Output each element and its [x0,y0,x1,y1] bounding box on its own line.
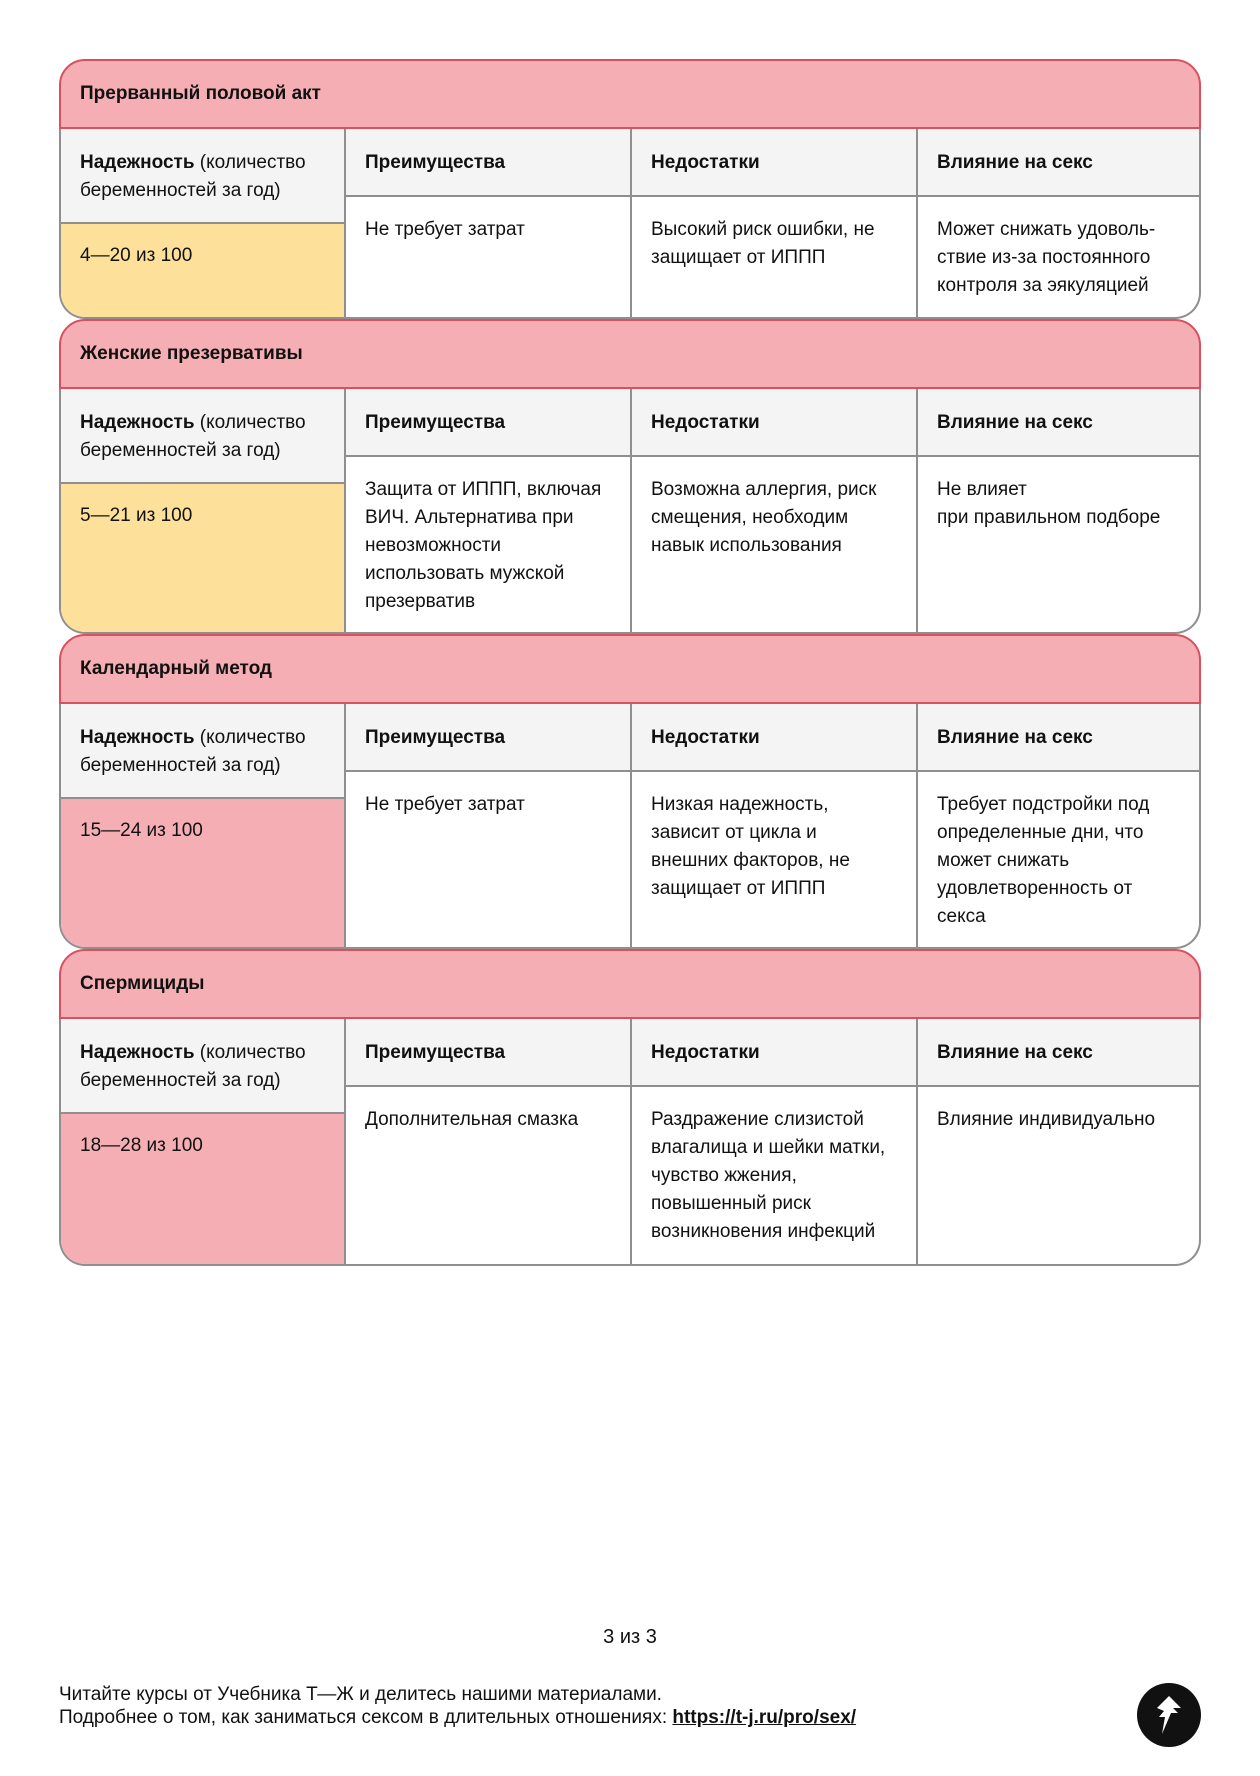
method-title: Спермициды [59,949,1201,1019]
reliability-value: 5—21 из 100 [61,484,344,634]
reliability-header-note: (количество беременностей за год) [80,412,306,461]
disadvantages-column [632,129,918,318]
footer-line-2-text: Подробнее о том, как заниматься сексом в длительных отношениях: [59,1707,673,1728]
page-number: 3 из 3 [603,1626,657,1648]
footer-link[interactable]: https://t-j.ru/pro/sex/ [672,1707,857,1728]
effect-value: Требует подстройки под определенные дни, что может снижать удовлетворенность от секса [937,794,1150,927]
advantages-column [346,129,632,318]
method-table [59,1019,1201,1266]
disadvantages-value: Высокий риск ошибки, не защищает от ИППП [651,219,875,268]
reliability-value: 18—28 из 100 [61,1114,344,1264]
method-title: Календарный метод [59,634,1201,704]
effect-value: Влияние индивидуально [937,1109,1156,1130]
reliability-header-note: (количество беременностей за год) [80,727,306,776]
effect-value: Может снижать удоволь-ствие из-за постоянного контроля за эякуляцией [937,219,1156,296]
reliability-header-note: (количество беременностей за год) [80,152,306,201]
advantages-header: Преимущества [346,389,630,457]
reliability-column [61,1019,346,1264]
footer-line-1: Читайте курсы от Учебника Т—Ж и делитесь нашими материалами. [59,1684,662,1705]
reliability-column [61,389,346,634]
reliability-header-bold: Надежность [80,1042,195,1063]
disadvantages-header: Недостатки [632,129,916,197]
disadvantages-column [632,1019,918,1264]
disadvantages-value: Низкая надежность, зависит от цикла и внешних факторов, не защищает от ИППП [651,794,850,899]
effect-column [918,704,1199,949]
method-table [59,704,1201,949]
reliability-value: 4—20 из 100 [61,224,344,318]
advantages-column [346,389,632,634]
footer-text [59,1683,856,1729]
reliability-header [61,1019,344,1114]
advantages-header: Преимущества [346,129,630,197]
disadvantages-value: Возможна аллергия, риск смещения, необходим навык использования [651,479,877,556]
disadvantages-value: Раздражение слизистой влагалища и шейки матки, чувство жжения, повышенный риск возникновения инфекций [651,1109,886,1242]
method-table [59,389,1201,634]
method-card [59,634,1201,949]
disadvantages-column [632,389,918,634]
method-card [59,949,1201,1266]
logo [1137,1683,1201,1747]
advantages-header: Преимущества [346,704,630,772]
reliability-column [61,129,346,318]
advantages-value: Не требует затрат [365,219,525,240]
effect-value: Не влияет при правильном подборе [937,479,1161,528]
reliability-header-bold: Надежность [80,412,195,433]
effect-column [918,389,1199,634]
effect-header: Влияние на секс [918,129,1199,197]
effect-header: Влияние на секс [918,1019,1199,1087]
advantages-column [346,1019,632,1264]
method-title: Женские презервативы [59,319,1201,389]
disadvantages-column [632,704,918,949]
method-title: Прерванный половой акт [59,59,1201,129]
effect-column [918,129,1199,318]
advantages-value: Дополнительная смазка [365,1109,579,1130]
advantages-header: Преимущества [346,1019,630,1087]
reliability-header-note: (количество беременностей за год) [80,1042,306,1091]
reliability-header-bold: Надежность [80,727,195,748]
lightning-bolt-icon [1152,1695,1186,1735]
disadvantages-header: Недостатки [632,704,916,772]
reliability-header [61,389,344,484]
advantages-value: Не требует затрат [365,794,525,815]
reliability-column [61,704,346,949]
advantages-value: Защита от ИППП, включая ВИЧ. Альтернатива при невозможности использовать мужской презерватив [365,479,602,612]
disadvantages-header: Недостатки [632,389,916,457]
effect-header: Влияние на секс [918,704,1199,772]
method-table [59,129,1201,319]
method-card [59,319,1201,634]
effect-header: Влияние на секс [918,389,1199,457]
footer-line-2 [59,1706,856,1729]
reliability-value: 15—24 из 100 [61,799,344,949]
method-card [59,59,1201,319]
reliability-header [61,704,344,799]
reliability-header-bold: Надежность [80,152,195,173]
effect-column [918,1019,1199,1264]
reliability-header [61,129,344,224]
advantages-column [346,704,632,949]
disadvantages-header: Недостатки [632,1019,916,1087]
methods-list [59,59,1201,1266]
